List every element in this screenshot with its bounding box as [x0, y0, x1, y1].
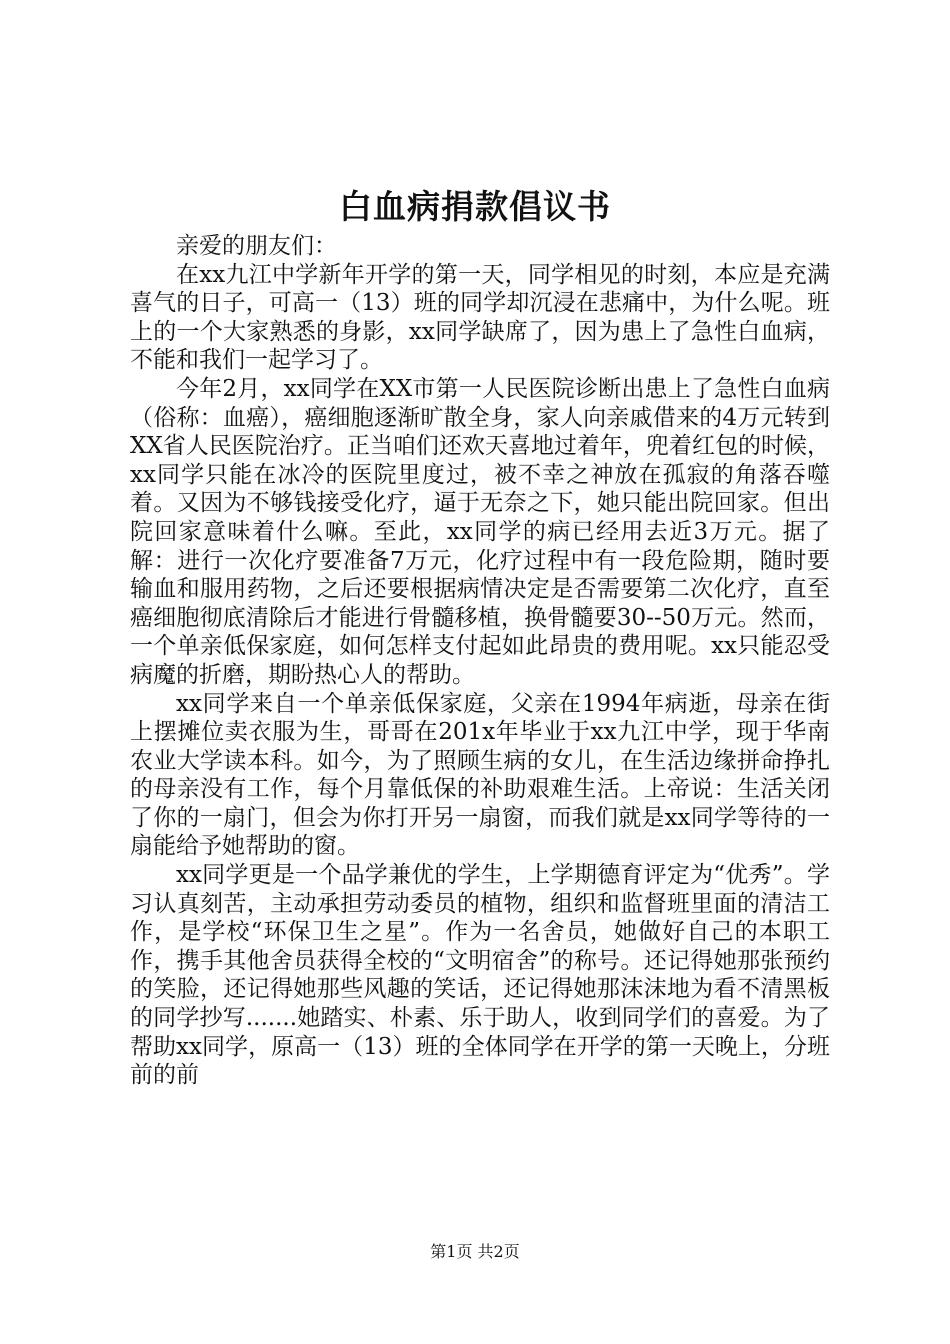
paragraph-1: 在xx九江中学新年开学的第一天，同学相见的时刻，本应是充满喜气的日子，可高一（13）班的同学却沉浸在悲痛中，为什么呢。班上的一个大家熟悉的身影，xx同学缺席了，因为患上了急性白血病，不能和我们一起学习了。 — [130, 261, 830, 374]
document-body — [130, 232, 830, 1090]
paragraph-2: 今年2月，xx同学在XX市第一人民医院诊断出患上了急性白血病（俗称：血癌），癌细胞逐渐旷散全身，家人向亲戚借来的4万元转到XX省人民医院治疗。正当咱们还欢天喜地过着年，兜着红包的时候，xx同学只能在冰冷的医院里度过，被不幸之神放在孤寂的角落吞噬着。又因为不够钱接受化疗，逼于无奈之下，她只能出院回家。但出院回家意味着什么嘛。至此，xx同学的病已经用去近3万元。据了解：进行一次化疗要准备7万元，化疗过程中有一段危险期，随时要输血和服用药物，之后还要根据病情决定是否需要第二次化疗，直至癌细胞彻底清除后才能进行骨髓移植，换骨髓要30--50万元。然而，一个单亲低保家庭，如何怎样支付起如此昂贵的费用呢。xx只能忍受病魔的折磨，期盼热心人的帮助。 — [130, 375, 830, 688]
paragraph-3: xx同学来自一个单亲低保家庭，父亲在1994年病逝，母亲在街上摆摊位卖衣服为生，哥哥在201x年毕业于xx九江中学，现于华南农业大学读本科。如今，为了照顾生病的女儿，在生活边缘拼命挣扎的母亲没有工作，每个月靠低保的补助艰难生活。上帝说：生活关闭了你的一扇门，但会为你打开另一扇窗，而我们就是xx同学等待的一扇能给予她帮助的窗。 — [130, 690, 830, 860]
paragraph-4: xx同学更是一个品学兼优的学生，上学期德育评定为“优秀”。学习认真刻苦，主动承担劳动委员的植物，组织和监督班里面的清洁工作，是学校“环保卫生之星”。作为一名舍员，她做好自己的本职工作，携手其他舍员获得全校的“文明宿舍”的称号。还记得她那张预约的笑脸，还记得她那些风趣的笑话，还记得她那沫沫地为看不清黑板的同学抄写.......她踏实、朴素、乐于助人，收到同学们的喜爱。为了帮助xx同学，原高一（13）班的全体同学在开学的第一天晚上，分班前的前 — [130, 862, 830, 1089]
salutation: 亲爱的朋友们： — [176, 233, 337, 259]
page-footer: 第1页 共2页 — [430, 1242, 520, 1261]
document-title: 白血病捐款倡议书 — [339, 187, 611, 226]
